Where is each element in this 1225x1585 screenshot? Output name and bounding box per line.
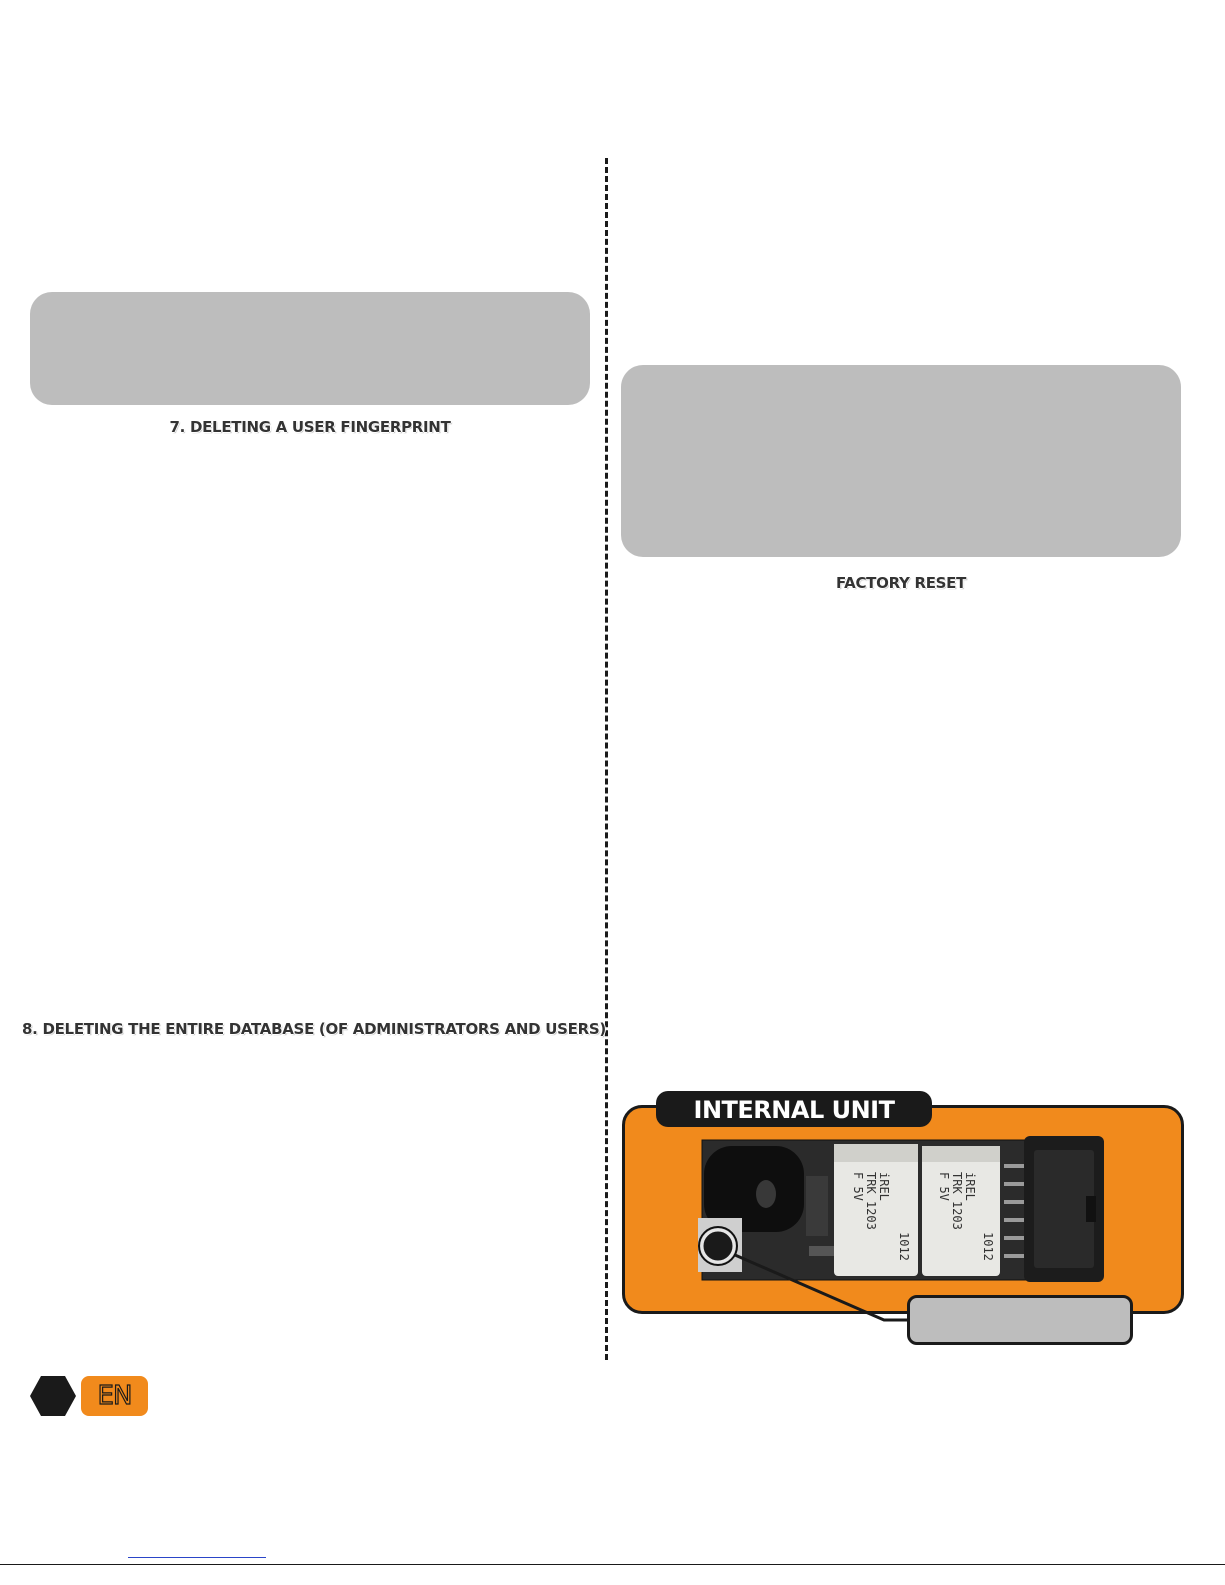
footer-rule <box>0 1564 1225 1565</box>
reset-button <box>702 1230 734 1262</box>
relay-1 <box>834 1144 918 1276</box>
column-divider <box>605 158 608 1360</box>
page-number-hexagon <box>30 1376 76 1416</box>
relay-2-label: iREL TRK 1203 F 5V <box>937 1172 977 1230</box>
note-box-left <box>30 292 590 405</box>
language-label: EN <box>97 1381 132 1411</box>
heading-deleting-database: 8. DELETING THE ENTIRE DATABASE (OF ADMINISTRATORS AND USERS) <box>22 1020 606 1038</box>
relay-2-code: 1012 <box>981 1232 995 1261</box>
relay-1-code: 1012 <box>897 1232 911 1261</box>
internal-unit-board-photo <box>694 1136 1106 1284</box>
note-box-right <box>621 365 1181 557</box>
relay-2 <box>922 1146 1000 1276</box>
relay-1-label: iREL TRK 1203 F 5V <box>851 1172 891 1230</box>
reset-button-callout-box <box>907 1295 1133 1345</box>
footer-link-underline[interactable] <box>128 1557 266 1558</box>
heading-factory-reset: FACTORY RESET <box>835 574 967 592</box>
heading-deleting-user-fingerprint: 7. DELETING A USER FINGERPRINT <box>169 418 451 436</box>
internal-unit-title: INTERNAL UNIT <box>693 1096 895 1124</box>
